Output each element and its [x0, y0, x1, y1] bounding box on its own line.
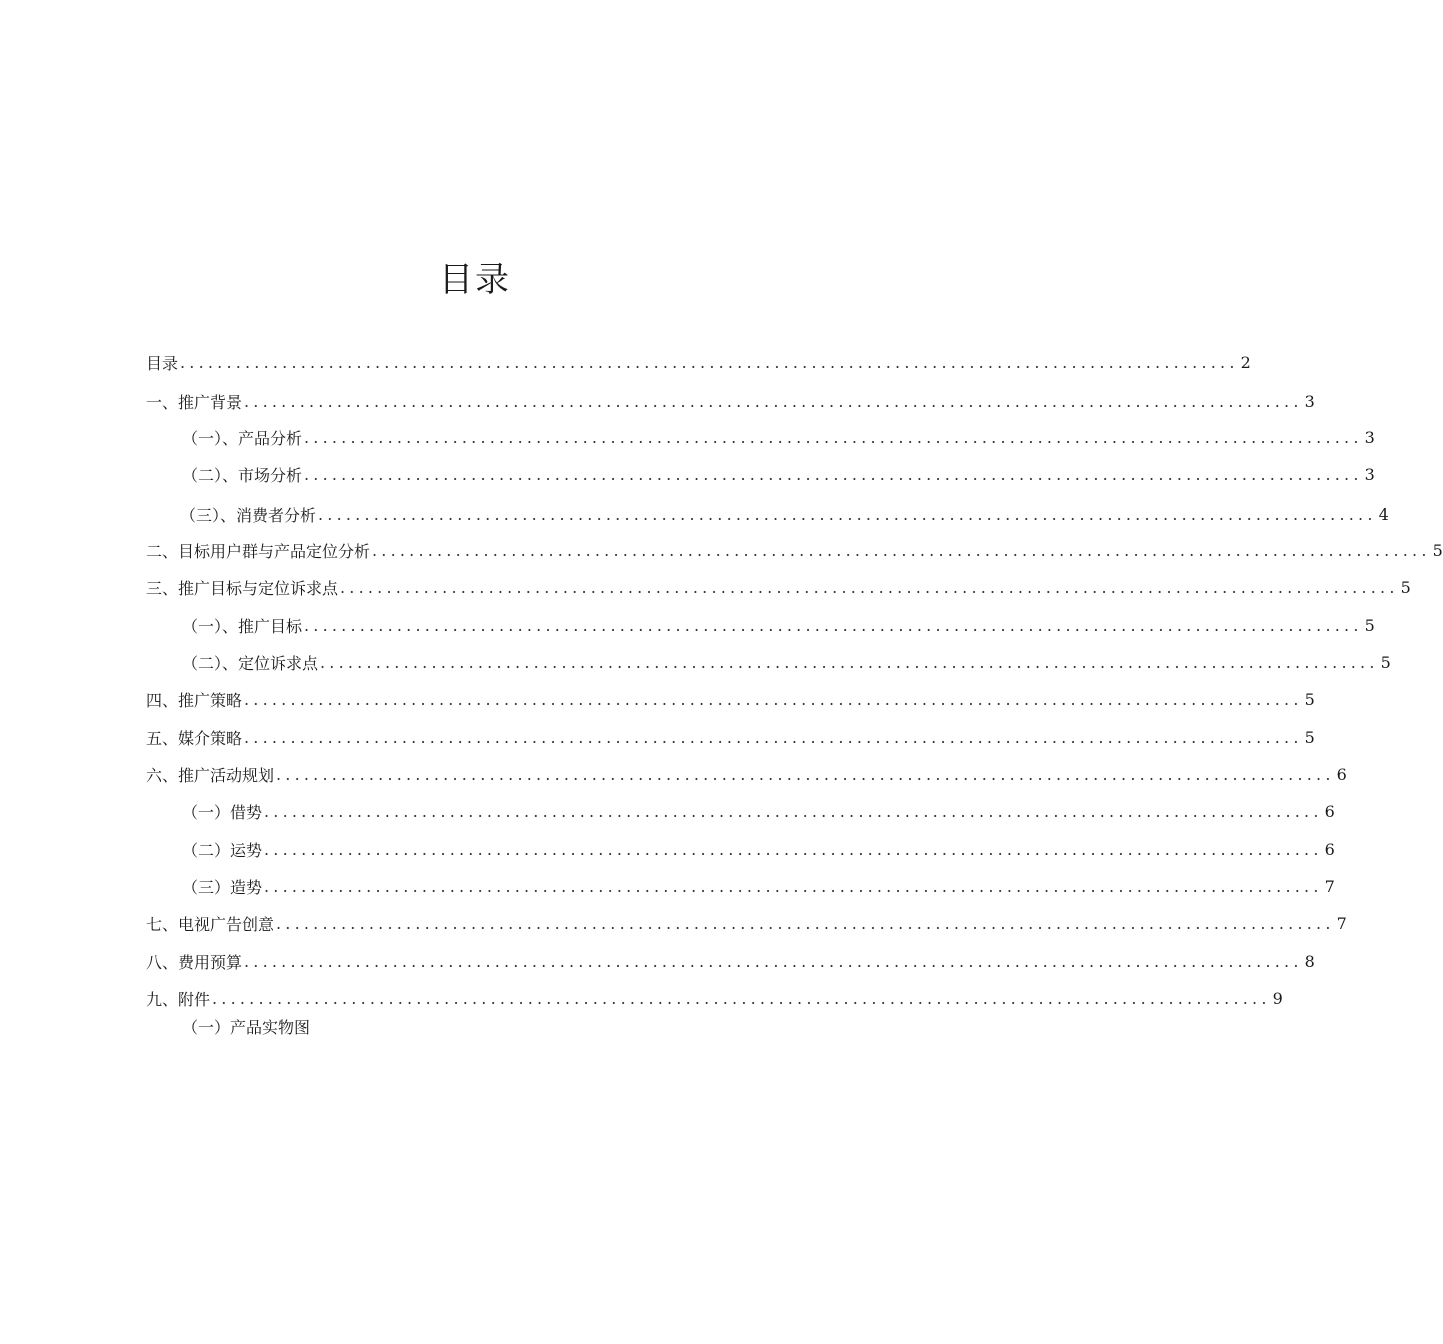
toc-entry-label: 七、电视广告创意	[146, 915, 275, 934]
toc-page-number: 5	[1400, 578, 1411, 597]
toc-dot-leader: ..................................................................................................................	[276, 765, 1335, 784]
toc-entry[interactable]	[146, 383, 1315, 420]
toc-page-number: 2	[1240, 353, 1251, 372]
toc-entry-label: 八、费用预算	[146, 953, 243, 972]
toc-entry-label: 三、推广目标与定位诉求点	[146, 579, 339, 598]
toc-dot-leader: ..................................................................................................................	[318, 505, 1377, 524]
toc-page-number: 7	[1336, 914, 1347, 933]
toc-dot-leader: ..................................................................................................................	[372, 541, 1431, 560]
toc-entry-label: 四、推广策略	[146, 691, 243, 710]
toc-dot-leader: ..................................................................................................................	[244, 728, 1303, 747]
toc-dot-leader: ..................................................................................................................	[264, 840, 1323, 859]
toc-dot-leader: ..................................................................................................................	[276, 914, 1335, 933]
toc-dot-leader: ..................................................................................................................	[244, 952, 1303, 971]
toc-entry-label: （二）、定位诉求点	[182, 654, 319, 673]
toc-entry[interactable]	[182, 868, 1335, 905]
toc-entry[interactable]	[146, 756, 1347, 793]
toc-dot-leader: ..................................................................................................................	[320, 653, 1379, 672]
toc-dot-leader: ..................................................................................................................	[264, 877, 1323, 896]
toc-entry-label: （二）运势	[182, 841, 263, 860]
toc-dot-leader: ..................................................................................................................	[304, 616, 1363, 635]
toc-entry[interactable]	[146, 905, 1347, 942]
toc-entry-label: （一）、推广目标	[182, 617, 303, 636]
toc-dot-leader: ..................................................................................................................	[244, 392, 1303, 411]
toc-page-number: 5	[1432, 541, 1443, 560]
toc-entry[interactable]	[146, 344, 1251, 381]
toc-entry-label: 九、附件	[146, 990, 211, 1009]
toc-dot-leader: ..................................................................................................................	[264, 802, 1323, 821]
toc-page-number: 3	[1364, 428, 1375, 447]
toc-page-number: 7	[1324, 877, 1335, 896]
toc-page-number: 8	[1304, 952, 1315, 971]
toc-trailing-item: （一）产品实物图	[182, 1018, 311, 1037]
toc-entry-label: （一）、产品分析	[182, 429, 303, 448]
toc-entry[interactable]	[146, 719, 1315, 756]
toc-entry[interactable]	[182, 831, 1335, 868]
toc-entry[interactable]	[146, 681, 1315, 718]
toc-entry[interactable]	[146, 569, 1411, 606]
toc-dot-leader: ..................................................................................................................	[340, 578, 1399, 597]
table-of-contents	[0, 344, 1443, 1024]
toc-page-number: 6	[1336, 765, 1347, 784]
toc-entry-label: 五、媒介策略	[146, 729, 243, 748]
toc-entry-label: 六、推广活动规划	[146, 766, 275, 785]
toc-entry[interactable]	[182, 644, 1391, 681]
toc-page-number: 4	[1378, 505, 1389, 524]
toc-dot-leader: ..................................................................................................................	[244, 690, 1303, 709]
toc-entry-label: （二）、市场分析	[182, 466, 303, 485]
toc-dot-leader: ..................................................................................................................	[212, 989, 1271, 1008]
toc-page-number: 3	[1364, 465, 1375, 484]
toc-entry-label: 目录	[146, 354, 179, 373]
toc-entry[interactable]	[146, 980, 1283, 1017]
toc-dot-leader: ..................................................................................................................	[304, 465, 1363, 484]
page-title: 目录	[439, 260, 511, 300]
toc-entry[interactable]	[146, 532, 1443, 569]
toc-page-number: 5	[1304, 728, 1315, 747]
toc-dot-leader: ..................................................................................................................	[304, 428, 1363, 447]
toc-entry[interactable]	[182, 607, 1375, 644]
toc-page-number: 5	[1304, 690, 1315, 709]
toc-entry-label: （三）、消费者分析	[180, 506, 317, 525]
toc-page-number: 6	[1324, 802, 1335, 821]
toc-page-number: 5	[1364, 616, 1375, 635]
toc-dot-leader: ..................................................................................................................	[180, 353, 1239, 372]
toc-entry-label: （一）借势	[182, 803, 263, 822]
toc-entry[interactable]	[182, 419, 1375, 456]
toc-page-number: 3	[1304, 392, 1315, 411]
toc-page-number: 9	[1272, 989, 1283, 1008]
toc-entry[interactable]	[182, 456, 1375, 493]
toc-entry[interactable]	[182, 793, 1335, 830]
toc-page-number: 6	[1324, 840, 1335, 859]
toc-entry[interactable]	[180, 496, 1389, 533]
toc-entry-label: （三）造势	[182, 878, 263, 897]
toc-entry-label: 一、推广背景	[146, 393, 243, 412]
toc-entry[interactable]	[146, 943, 1315, 980]
toc-entry-label: 二、目标用户群与产品定位分析	[146, 542, 371, 561]
toc-page-number: 5	[1380, 653, 1391, 672]
